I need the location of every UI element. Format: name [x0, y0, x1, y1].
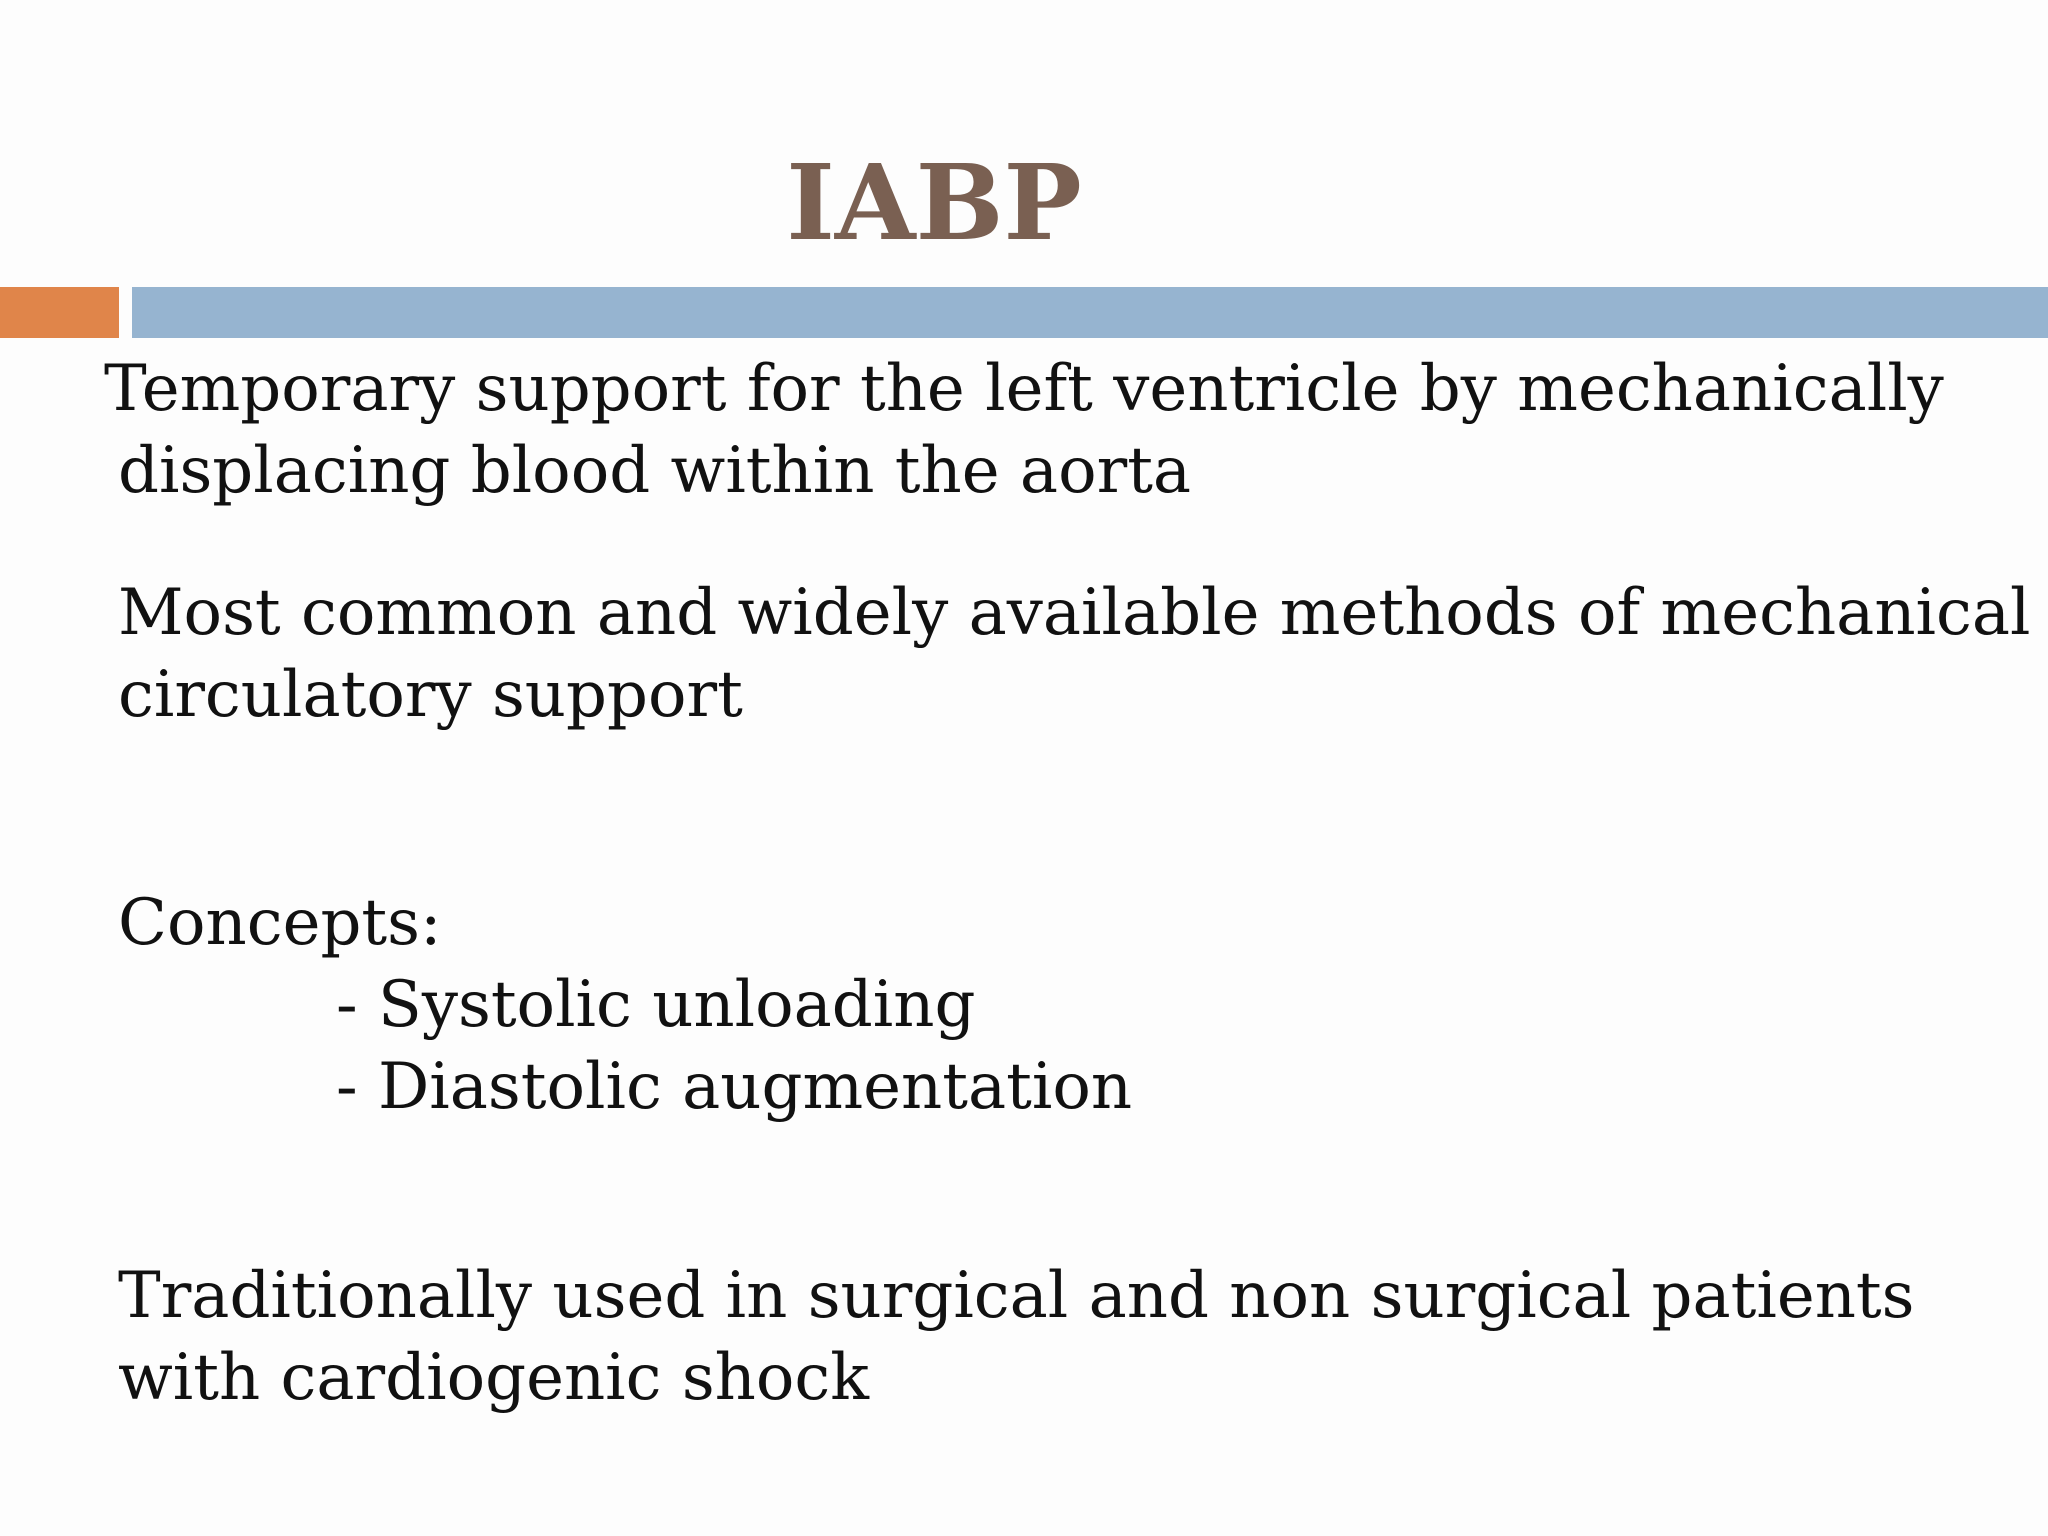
concepts-heading: Concepts: [118, 886, 442, 960]
paragraph-concepts [118, 882, 1132, 1128]
paragraph-line: Traditionally used in surgical and non surgical patients [118, 1259, 1915, 1333]
paragraph-line: displacing blood within the aorta [118, 434, 1192, 508]
paragraph-line: Temporary support for the left ventricle by mechanically [104, 352, 1944, 426]
paragraph-availability [118, 572, 2030, 736]
paragraph-line: Most common and widely available methods of mechanical [118, 576, 2031, 650]
paragraph-usage [118, 1255, 1914, 1419]
slide-title: IABP [786, 141, 1082, 264]
concept-item: - Systolic unloading [336, 968, 976, 1042]
paragraph-definition [104, 348, 1944, 512]
paragraph-line: circulatory support [118, 658, 743, 732]
paragraph-line: with cardiogenic shock [118, 1341, 870, 1415]
concept-item: - Diastolic augmentation [336, 1050, 1133, 1124]
accent-bar-blue [132, 287, 2048, 338]
accent-bar-orange [0, 287, 119, 338]
